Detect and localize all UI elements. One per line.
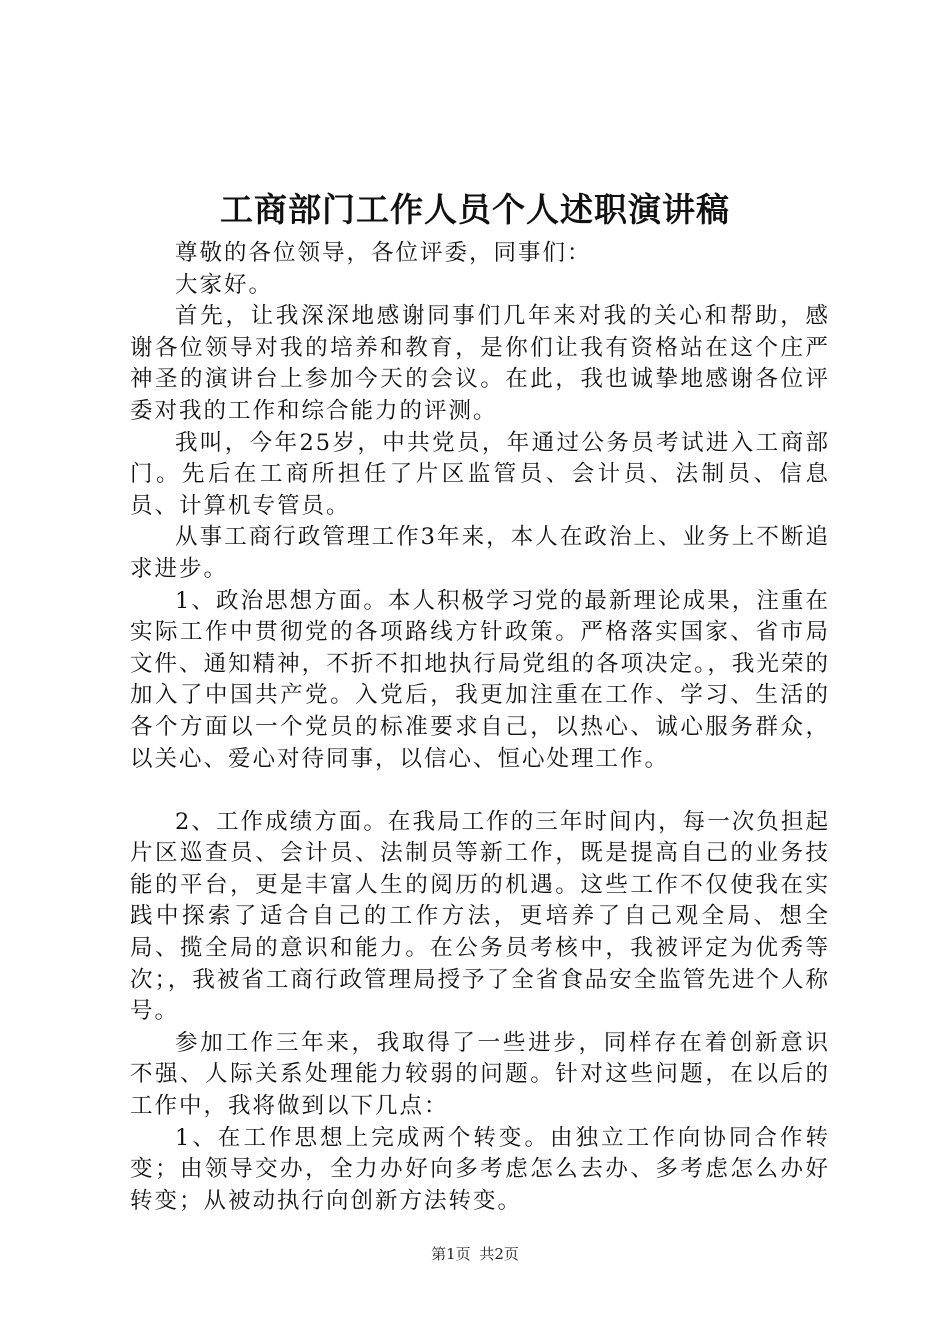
- salutation: 尊敬的各位领导，各位评委，同事们：: [175, 240, 592, 266]
- paragraph-political: 1、政治思想方面。本人积极学习党的最新理论成果，注重在实际工作中贯彻党的各项路线方针政策。严格落实国家、省市局文件、通知精神，不折不扣地执行局党组的各项决定。，我光荣的加入了中国共产党。入党后，我更加注重在工作、学习、生活的各个方面以一个党员的标准要求自己，以热心、诚心服务群众，以关心、爱心对待同事，以信心、恒心处理工作。: [130, 587, 830, 772]
- paragraph-achievements: 2、工作成绩方面。在我局工作的三年时间内，每一次负担起片区巡查员、会计员、法制员等新工作，既是提高自己的业务技能的平台，更是丰富人生的阅历的机遇。这些工作不仅使我在实践中探索了适合自己的工作方法，更培养了自己观全局、想全局、揽全局的意识和能力。在公务员考核中，我被评定为优秀等次；，我被省工商行政管理局授予了全省食品安全监管先进个人称号。: [130, 808, 830, 1025]
- greeting: 大家好。: [175, 271, 274, 298]
- page-number: 第1页: [431, 1245, 471, 1263]
- document-title: 工商部门工作人员个人述职演讲稿: [220, 190, 730, 229]
- paragraph-plan-1: 1、在工作思想上完成两个转变。由独立工作向协同合作转变；由领导交办，全力办好向多考虑怎么去办、多考虑怎么办好转变；从被动执行向创新方法转变。: [130, 1124, 830, 1214]
- paragraph-thanks: 首先，让我深深地感谢同事们几年来对我的关心和帮助，感谢各位领导对我的培养和教育，是你们让我有资格站在这个庄严神圣的演讲台上参加今天的会议。在此，我也诚挚地感谢各位评委对我的工作和综合能力的评测。: [130, 303, 830, 424]
- paragraph-introduction: 我叫，今年25岁，中共党员，年通过公务员考试进入工商部门。先后在工商所担任了片区监管员、会计员、法制员、信息员、计算机专管员。: [130, 429, 830, 519]
- paragraph-shortcomings: 参加工作三年来，我取得了一些进步，同样存在着创新意识不强、人际关系处理能力较弱的问题。针对这些问题，在以后的工作中，我将做到以下几点：: [130, 1029, 830, 1120]
- document-body: [130, 238, 830, 1217]
- page-total: 共2页: [479, 1245, 519, 1263]
- paragraph-overview: 从事工商行政管理工作3年来，本人在政治上、业务上不断追求进步。: [130, 524, 830, 582]
- page-footer: [0, 1244, 950, 1264]
